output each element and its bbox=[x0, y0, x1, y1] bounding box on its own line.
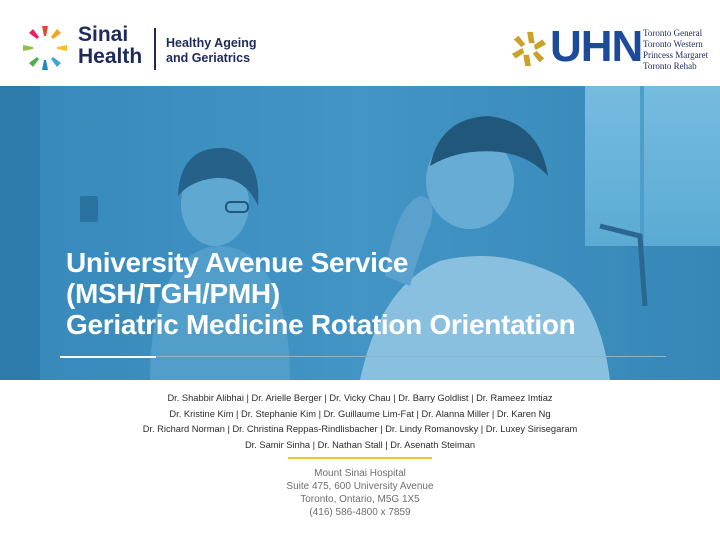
uhn-emblem-icon bbox=[510, 30, 548, 68]
uhn-site: Princess Margaret bbox=[643, 50, 709, 60]
uhn-site: Toronto General bbox=[643, 28, 703, 38]
faculty-line: Dr. Richard Norman | Dr. Christina Reppas-Rindlisbacher | Dr. Lindy Romanovsky | Dr. Luxey Sirisegaram bbox=[142, 424, 578, 434]
department-line2: and Geriatrics bbox=[166, 51, 251, 65]
department-line1: Healthy Ageing bbox=[166, 36, 257, 50]
uhn-wordmark: UHN bbox=[550, 22, 643, 71]
slide-title bbox=[66, 247, 576, 340]
header bbox=[0, 0, 720, 86]
address-line: Toronto, Ontario, M5G 1X5 bbox=[300, 494, 420, 505]
title-line: Geriatric Medicine Rotation Orientation bbox=[66, 309, 576, 340]
uhn-site: Toronto Western bbox=[643, 39, 703, 49]
sinai-wordmark-line1: Sinai bbox=[78, 23, 129, 46]
address-line: Mount Sinai Hospital bbox=[314, 468, 406, 479]
sinai-health-wordmark bbox=[78, 24, 142, 68]
title-underline bbox=[60, 356, 156, 358]
faculty-line: Dr. Samir Sinha | Dr. Nathan Stall | Dr. Asenath Steiman bbox=[244, 439, 476, 450]
title-line: (MSH/TGH/PMH) bbox=[66, 278, 280, 309]
sinai-health-logo-icon bbox=[22, 25, 68, 71]
sinai-wordmark-line2: Health bbox=[78, 45, 143, 68]
address-line: (416) 586-4800 x 7859 bbox=[309, 507, 411, 518]
address-line: Suite 475, 600 University Avenue bbox=[286, 481, 434, 492]
title-rule bbox=[156, 356, 666, 357]
logo-divider bbox=[154, 28, 156, 70]
address-divider bbox=[288, 457, 432, 459]
uhn-sites-list bbox=[643, 28, 708, 72]
address-block bbox=[0, 467, 720, 519]
faculty-list bbox=[0, 391, 720, 453]
faculty-line: Dr. Shabbir Alibhai | Dr. Arielle Berger | Dr. Vicky Chau | Dr. Barry Goldlist | Dr. Rameez Imtiaz bbox=[167, 393, 553, 403]
department-name bbox=[166, 36, 257, 66]
title-line: University Avenue Service bbox=[66, 247, 409, 278]
faculty-line: Dr. Kristine Kim | Dr. Stephanie Kim | Dr. Guillaume Lim-Fat | Dr. Alanna Miller | Dr. Karen Ng bbox=[169, 408, 551, 419]
uhn-site: Toronto Rehab bbox=[643, 61, 697, 71]
